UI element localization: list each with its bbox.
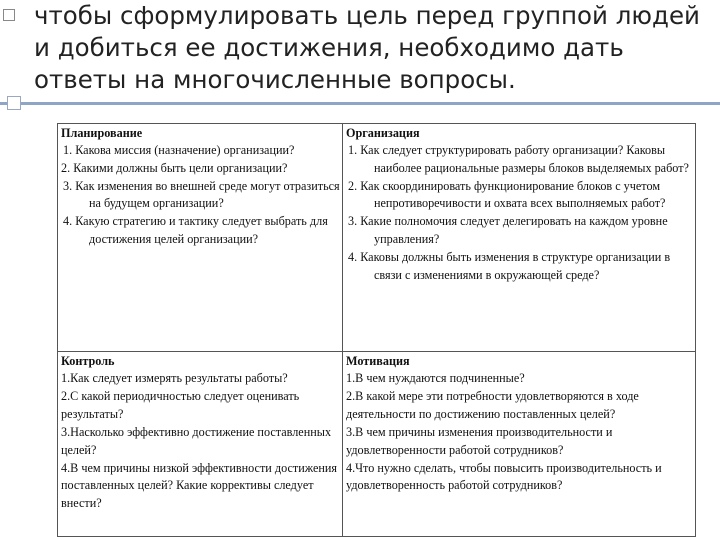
motivation-item: 2.В какой мере эти потребности удовлетворяются в ходе деятельности по достижению поставленных целей? bbox=[346, 388, 639, 421]
motivation-item: 4.Что нужно сделать, чтобы повысить производительность и удовлетворенность работой сотрудников? bbox=[346, 460, 662, 493]
motivation-heading: Мотивация bbox=[346, 354, 410, 368]
slide-decoration-square bbox=[7, 96, 21, 110]
planning-heading: Планирование bbox=[61, 126, 143, 140]
organization-cell bbox=[343, 124, 696, 352]
organization-item: 3. Какие полномочия следует делегировать на каждом уровне управления? bbox=[348, 214, 668, 246]
control-item: 3.Насколько эффективно достижение поставленных целей? bbox=[61, 424, 332, 457]
motivation-item: 1.В чем нуждаются подчиненные? bbox=[346, 371, 525, 385]
planning-item: 4. Какую стратегию и тактику следует выбрать для достижения целей организации? bbox=[63, 214, 328, 246]
planning-cell bbox=[58, 124, 343, 352]
control-item: 4.В чем причины низкой эффективности достижения поставленных целей? Какие коррективы следует внести? bbox=[61, 460, 338, 511]
bullet-square-icon bbox=[3, 9, 15, 21]
slide-decoration-bar bbox=[0, 102, 720, 105]
control-heading: Контроль bbox=[61, 354, 115, 368]
organization-item: 1. Как следует структурировать работу организации? Каковы наиболее рациональные размеры блоков выделяемых работ? bbox=[348, 143, 689, 175]
control-item: 1.Как следует измерять результаты работы? bbox=[61, 371, 288, 385]
table-row bbox=[58, 124, 696, 352]
planning-item: 3. Как изменения во внешней среде могут отразиться на будущем организации? bbox=[63, 178, 340, 211]
control-item: 2.С какой периодичностью следует оценивать результаты? bbox=[61, 388, 300, 421]
organization-item: 4. Каковы должны быть изменения в структуре организации в связи с изменениями в окружающей среде? bbox=[348, 249, 671, 282]
table-row bbox=[58, 352, 696, 537]
planning-item: 2. Какими должны быть цели организации? bbox=[61, 160, 288, 175]
control-cell bbox=[58, 352, 343, 537]
motivation-item: 3.В чем причины изменения производительности и удовлетворенности работой сотрудников? bbox=[346, 424, 613, 457]
organization-item: 2. Как скоординировать функционирование блоков с учетом непротиворечивости и охвата всех выполняемых работ? bbox=[348, 178, 666, 211]
functions-table bbox=[57, 123, 696, 537]
planning-item: 1. Какова миссия (назначение) организации? bbox=[63, 143, 295, 157]
motivation-cell bbox=[343, 352, 696, 537]
slide-title: чтобы сформулировать цель перед группой людей и добиться ее достижения, необходимо дать ответы на многочисленные вопросы. bbox=[34, 1, 700, 94]
organization-heading: Организация bbox=[346, 126, 420, 140]
